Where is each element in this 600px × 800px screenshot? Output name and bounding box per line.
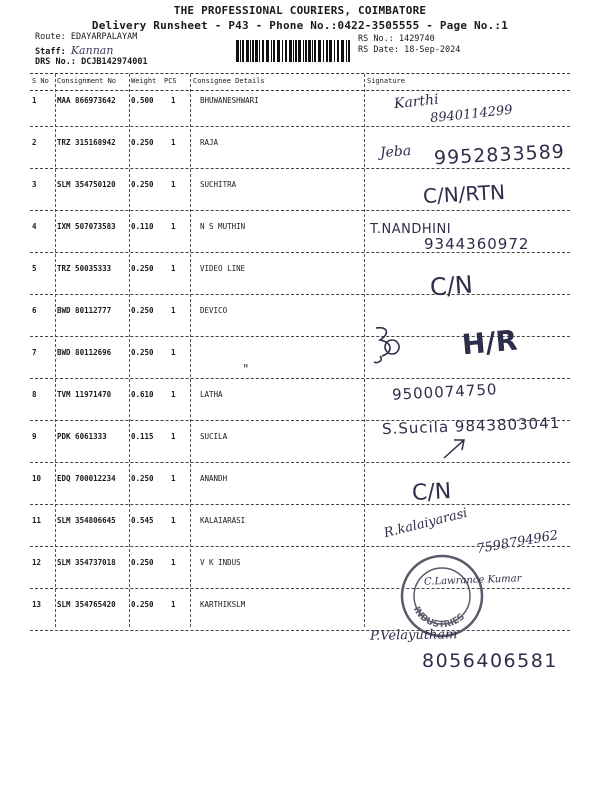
- cell-sno: 4: [32, 222, 37, 231]
- signature-11-phone: 7598794962: [475, 527, 560, 558]
- rs-date-line: [358, 45, 460, 55]
- col-divider: [129, 74, 130, 627]
- cell-sno: 1: [32, 96, 37, 105]
- cell-consignment: BWD 80112696: [57, 348, 112, 357]
- cell-consignee: KALAIARASI: [200, 516, 246, 525]
- cell-weight: 0.250: [131, 600, 154, 609]
- col-divider: [55, 74, 56, 627]
- cell-pcs: 1: [171, 222, 176, 231]
- cell-consignment: MAA 866973642: [57, 96, 116, 105]
- cell-consignee: ANANDH: [200, 474, 228, 483]
- cell-pcs: 1: [171, 180, 176, 189]
- cell-sno: 9: [32, 432, 37, 441]
- col-divider: [190, 74, 191, 627]
- cell-consignment: SLM 354806645: [57, 516, 116, 525]
- cell-sno: 6: [32, 306, 37, 315]
- cell-weight: 0.250: [131, 264, 154, 273]
- route-line: [35, 32, 137, 42]
- drs-line: [35, 57, 148, 67]
- rs-date-label: RS Date:: [358, 45, 399, 55]
- signature-1-name: Karthi: [393, 91, 440, 113]
- cell-pcs: 1: [171, 96, 176, 105]
- drs-label: DRS No.:: [35, 57, 76, 67]
- signature-9: S.Sucila 9843803041: [381, 413, 561, 439]
- arrow-mark-icon: [440, 436, 470, 462]
- cell-weight: 0.545: [131, 516, 154, 525]
- row-divider: [30, 126, 570, 127]
- cell-pcs: 1: [171, 264, 176, 273]
- cell-consignment: PDK 6061333: [57, 432, 107, 441]
- cell-weight: 0.250: [131, 306, 154, 315]
- cell-consignee: SUCHITRA: [200, 180, 237, 189]
- cell-weight: 0.250: [131, 348, 154, 357]
- signature-10: C/N: [411, 478, 452, 507]
- route-value: EDAYARPALAYAM: [70, 32, 138, 42]
- rs-date-value: 18-Sep-2024: [404, 45, 461, 55]
- cell-consignment: SLM 354765420: [57, 600, 116, 609]
- col-consignment: Consignment No: [57, 77, 117, 85]
- signature-8-phone: 9500074750: [391, 380, 498, 404]
- cell-sno: 3: [32, 180, 37, 189]
- staff-line: [35, 44, 113, 57]
- cell-pcs: 1: [171, 474, 176, 483]
- cell-consignee: KARTHIKSLM: [200, 600, 246, 609]
- cell-weight: 0.250: [131, 558, 154, 567]
- cell-consignee: BHUWANESHWARI: [200, 96, 259, 105]
- signature-4-phone: 9344360972: [424, 235, 530, 253]
- staff-value: Kannan: [70, 44, 114, 57]
- signature-5: C/N: [429, 270, 474, 302]
- cell-consignee: VIDEO LINE: [200, 264, 246, 273]
- svg-text:INDUSTRIES: [411, 605, 467, 630]
- cell-consignment: IXM 507073583: [57, 222, 116, 231]
- cell-sno: 5: [32, 264, 37, 273]
- cell-pcs: 1: [171, 600, 176, 609]
- cell-consignee: DEVICO: [200, 306, 228, 315]
- cell-consignee: SUCILA: [200, 432, 228, 441]
- row-divider: [30, 378, 570, 379]
- row-divider: [30, 504, 570, 505]
- cell-consignment: TRZ 315168942: [57, 138, 116, 147]
- cell-weight: 0.110: [131, 222, 154, 231]
- cell-sno: 7: [32, 348, 37, 357]
- signature-2-name: Jeba: [379, 142, 412, 162]
- cell-pcs: 1: [171, 138, 176, 147]
- cell-weight: 0.115: [131, 432, 154, 441]
- row-divider: [30, 294, 570, 295]
- cell-consignee: LATHA: [200, 390, 223, 399]
- route-label: Route:: [35, 32, 66, 42]
- signature-13-phone: 8056406581: [422, 650, 558, 672]
- scribble-signature-6: [370, 322, 410, 366]
- runsheet-title: Delivery Runsheet - P43 - Phone No.:0422-3505555 - Page No.:1: [91, 19, 509, 32]
- signature-13-name: P.Velayutham: [369, 627, 458, 644]
- ditto-mark: ": [243, 362, 249, 376]
- cell-sno: 11: [32, 516, 42, 525]
- row-divider: [30, 462, 570, 463]
- drs-value: DCJB142974001: [81, 57, 148, 67]
- cell-pcs: 1: [171, 348, 176, 357]
- cell-sno: 13: [32, 600, 42, 609]
- signature-2-phone: 9952833589: [433, 140, 566, 170]
- cell-consignee: RAJA: [200, 138, 219, 147]
- table-header: [30, 73, 570, 91]
- signature-11-name: R.kalaiyarasi: [382, 505, 470, 542]
- cell-consignment: SLM 354750120: [57, 180, 116, 189]
- barcode-image: [236, 40, 352, 62]
- signature-12: C.Lawrance Kumar: [423, 573, 522, 588]
- cell-weight: 0.250: [131, 180, 154, 189]
- row-divider: [30, 588, 570, 589]
- rs-no-value: 1429740: [398, 34, 435, 44]
- col-consignee: Consignee Details: [193, 77, 265, 85]
- signature-4-name: T.NANDHINI: [370, 222, 452, 237]
- signature-3: C/N/RTN: [422, 179, 506, 209]
- staff-label: Staff:: [35, 47, 66, 57]
- cell-pcs: 1: [171, 432, 176, 441]
- cell-consignment: EDQ 700012234: [57, 474, 116, 483]
- cell-consignee: V K INDUS: [200, 558, 241, 567]
- row-divider: [30, 210, 570, 211]
- col-divider: [364, 74, 365, 627]
- document-header: [0, 4, 600, 32]
- cell-pcs: 1: [171, 306, 176, 315]
- cell-pcs: 1: [171, 558, 176, 567]
- cell-sno: 10: [32, 474, 42, 483]
- cell-consignment: SLM 354737018: [57, 558, 116, 567]
- cell-weight: 0.610: [131, 390, 154, 399]
- cell-sno: 12: [32, 558, 42, 567]
- cell-consignment: TVM 11971470: [57, 390, 112, 399]
- cell-sno: 2: [32, 138, 37, 147]
- cell-consignment: BWD 80112777: [57, 306, 112, 315]
- company-title: THE PROFESSIONAL COURIERS, COIMBATORE: [173, 4, 427, 17]
- cell-pcs: 1: [171, 516, 176, 525]
- cell-weight: 0.500: [131, 96, 154, 105]
- cell-weight: 0.250: [131, 138, 154, 147]
- rs-no-line: [358, 34, 435, 44]
- signature-6: H/R: [460, 323, 519, 362]
- row-divider: [30, 168, 570, 169]
- cell-consignee: N S MUTHIN: [200, 222, 246, 231]
- cell-pcs: 1: [171, 390, 176, 399]
- col-signature: Signature: [367, 77, 405, 85]
- cell-consignment: TRZ 50035333: [57, 264, 112, 273]
- col-sno: S No: [32, 77, 49, 85]
- stamp-text: INDUSTRIES: [410, 605, 467, 631]
- signature-1-phone: 8940114299: [429, 102, 514, 127]
- row-divider: [30, 630, 570, 631]
- cell-weight: 0.250: [131, 474, 154, 483]
- col-pcs: PCS: [164, 77, 177, 85]
- col-weight: Weight: [131, 77, 157, 85]
- rs-no-label: RS No.:: [358, 34, 394, 44]
- cell-sno: 8: [32, 390, 37, 399]
